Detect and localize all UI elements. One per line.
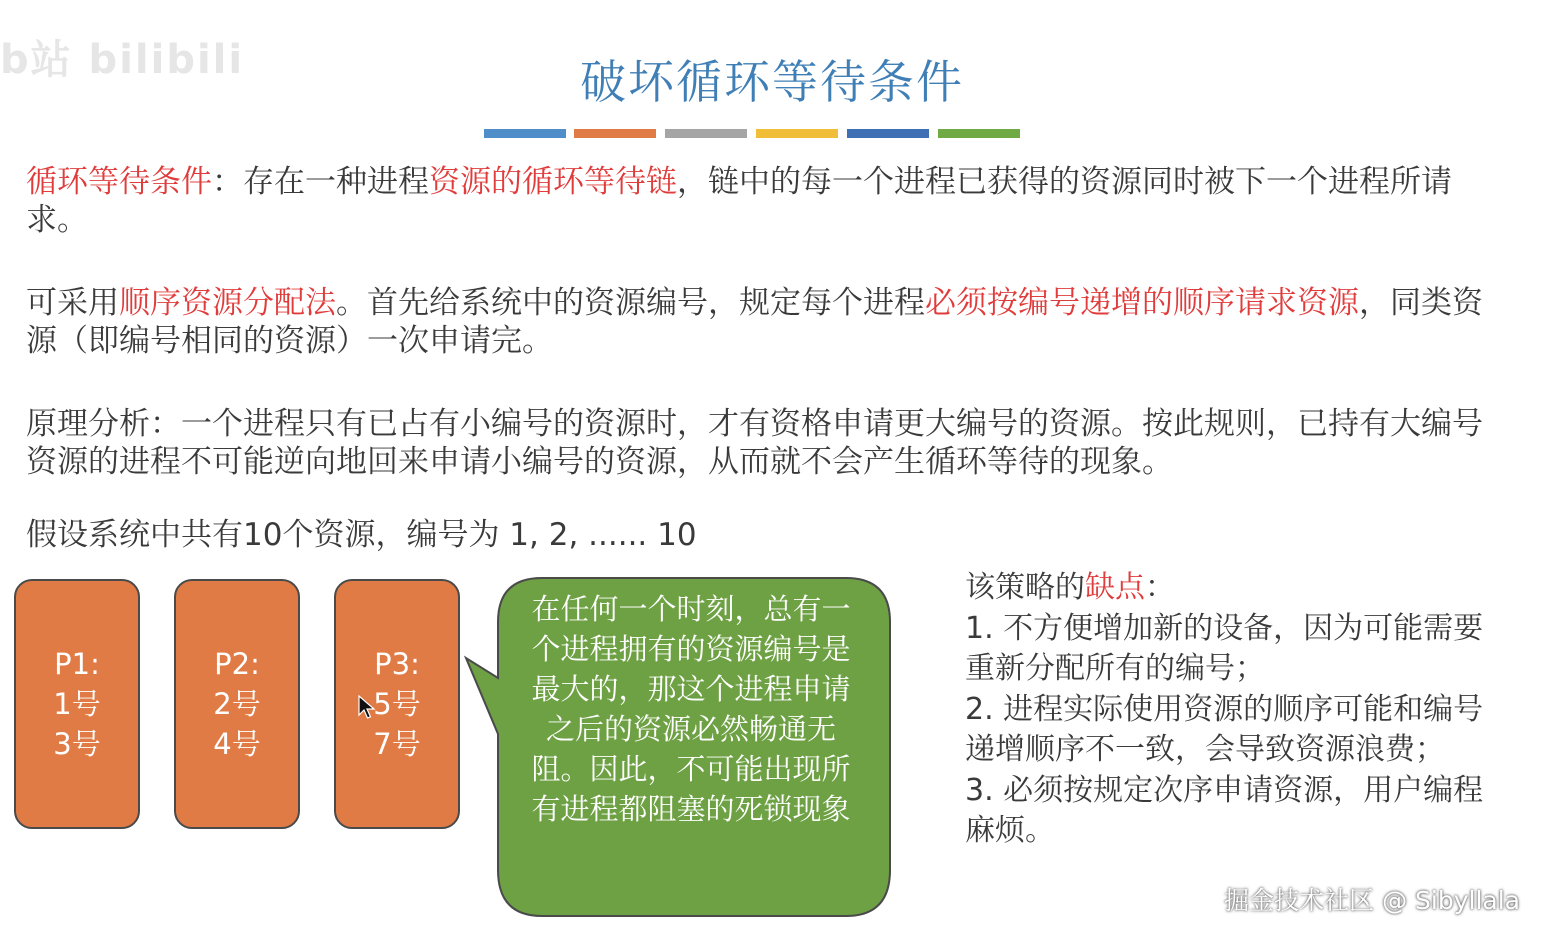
accent-bar-darkblue bbox=[847, 129, 929, 138]
slide-title: 破坏循环等待条件 bbox=[580, 55, 964, 109]
drawback-item-3: 3. 必须按规定次序申请资源，用户编程麻烦。 bbox=[965, 772, 1484, 848]
analysis-paragraph: 原理分析：一个进程只有已占有小编号的资源时，才有资格申请更大编号的资源。按此规则，已持有大编号资源的进程不可能逆向地回来申请小编号的资源，从而就不会产生循环等待的现象。 bbox=[26, 406, 1483, 480]
accent-bar-blue bbox=[484, 129, 566, 138]
term-circular-wait: 循环等待条件 bbox=[26, 164, 212, 200]
process-box-p2 bbox=[174, 579, 300, 829]
process-resource: 3号 bbox=[53, 727, 101, 761]
drawbacks-section bbox=[965, 568, 1485, 852]
definition-paragraph bbox=[26, 163, 1506, 239]
highlight-increasing-order: 必须按编号递增的顺序请求资源 bbox=[925, 285, 1359, 321]
bilibili-watermark: b站 bilibili bbox=[0, 37, 245, 83]
method-text-3: ，同类资源（即编号相同的资源）一次申请完。 bbox=[26, 285, 1483, 359]
method-text-2: 。首先给系统中的资源编号，规定每个进程 bbox=[336, 285, 925, 321]
definition-text-1: ：存在一种进程 bbox=[212, 164, 429, 200]
drawbacks-heading-suffix: ： bbox=[1145, 570, 1175, 605]
process-name: P2: bbox=[214, 647, 260, 681]
process-box-p1 bbox=[14, 579, 140, 829]
process-resource: 4号 bbox=[213, 727, 261, 761]
drawback-item-2: 2. 进程实际使用资源的顺序可能和编号递增顺序不一致，会导致资源浪费； bbox=[965, 691, 1484, 767]
method-paragraph bbox=[26, 284, 1506, 360]
process-name: P3: bbox=[374, 647, 420, 681]
method-text-1: 可采用 bbox=[26, 285, 119, 321]
accent-bar-green bbox=[938, 129, 1020, 138]
juejin-watermark: 掘金技术社区 @ Sibyllala bbox=[1224, 886, 1520, 915]
process-resource: 7号 bbox=[373, 727, 421, 761]
process-resource: 2号 bbox=[213, 687, 261, 721]
mouse-cursor-icon bbox=[358, 695, 376, 721]
accent-bar-yellow bbox=[756, 129, 838, 138]
process-resource: 5号 bbox=[373, 687, 421, 721]
drawbacks-heading-highlight: 缺点 bbox=[1085, 570, 1145, 605]
drawbacks-heading bbox=[965, 568, 1485, 609]
process-resource: 1号 bbox=[53, 687, 101, 721]
process-name: P1: bbox=[54, 647, 100, 681]
accent-bar-gray bbox=[665, 129, 747, 138]
accent-bar-orange bbox=[574, 129, 656, 138]
highlight-wait-chain: 资源的循环等待链 bbox=[429, 164, 677, 200]
drawback-item-1: 1. 不方便增加新的设备，因为可能需要重新分配所有的编号； bbox=[965, 610, 1484, 686]
assumption-paragraph: 假设系统中共有10个资源，编号为 1, 2, ...... 10 bbox=[26, 517, 697, 553]
speech-bubble-text: 在任何一个时刻，总有一个进程拥有的资源编号是最大的，那这个进程申请之后的资源必然畅通无阻。因此，不可能出现所有进程都阻塞的死锁现象 bbox=[531, 592, 851, 826]
highlight-ordered-allocation: 顺序资源分配法 bbox=[119, 285, 336, 321]
drawbacks-heading-prefix: 该策略的 bbox=[965, 570, 1085, 605]
process-box-p3 bbox=[334, 579, 460, 829]
definition-text-2: ，链中的每一个进程已获得的资源同时被下一个进程所请求。 bbox=[26, 164, 1452, 238]
